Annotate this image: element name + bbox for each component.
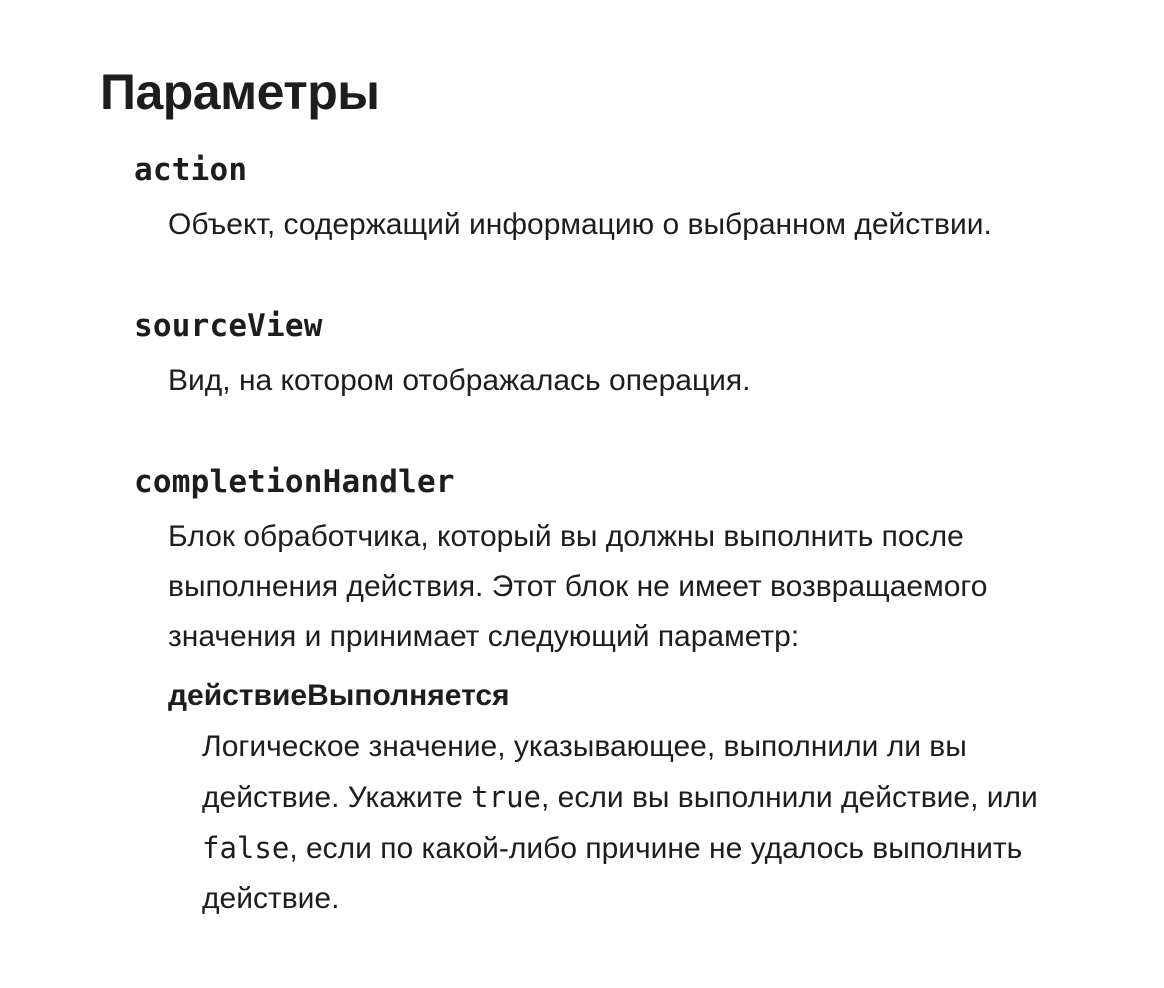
subparam-name: действиеВыполняется — [168, 679, 510, 712]
param-description: Вид, на котором отображалась операция. — [168, 364, 751, 397]
param-source-view — [134, 306, 1134, 406]
param-name: sourceView — [134, 308, 323, 344]
param-name: completionHandler — [134, 464, 455, 500]
code-false: false — [202, 831, 290, 865]
subparam-action-performed — [134, 676, 1094, 924]
param-action — [134, 150, 1134, 250]
subparam-desc-text: , если вы выполнили действие, или — [541, 781, 1038, 814]
code-true: true — [471, 780, 542, 814]
subparam-desc-text: , если по какой-либо причине не удалось выполнить действие. — [202, 832, 1023, 915]
param-description: Блок обработчика, который вы должны выполнить после выполнения действия. Этот блок не имеет возвращаемого значения и принимает следующий параметр: — [168, 520, 988, 653]
subparam-desc-text: Логическое значение, указывающее, выполнили ли вы действие. Укажите — [202, 730, 967, 814]
subparam-description — [168, 722, 1102, 924]
page-title: Параметры — [100, 64, 380, 120]
param-name: action — [134, 152, 248, 188]
param-description: Объект, содержащий информацию о выбранном действии. — [168, 208, 992, 241]
param-completion-handler — [134, 462, 1094, 924]
